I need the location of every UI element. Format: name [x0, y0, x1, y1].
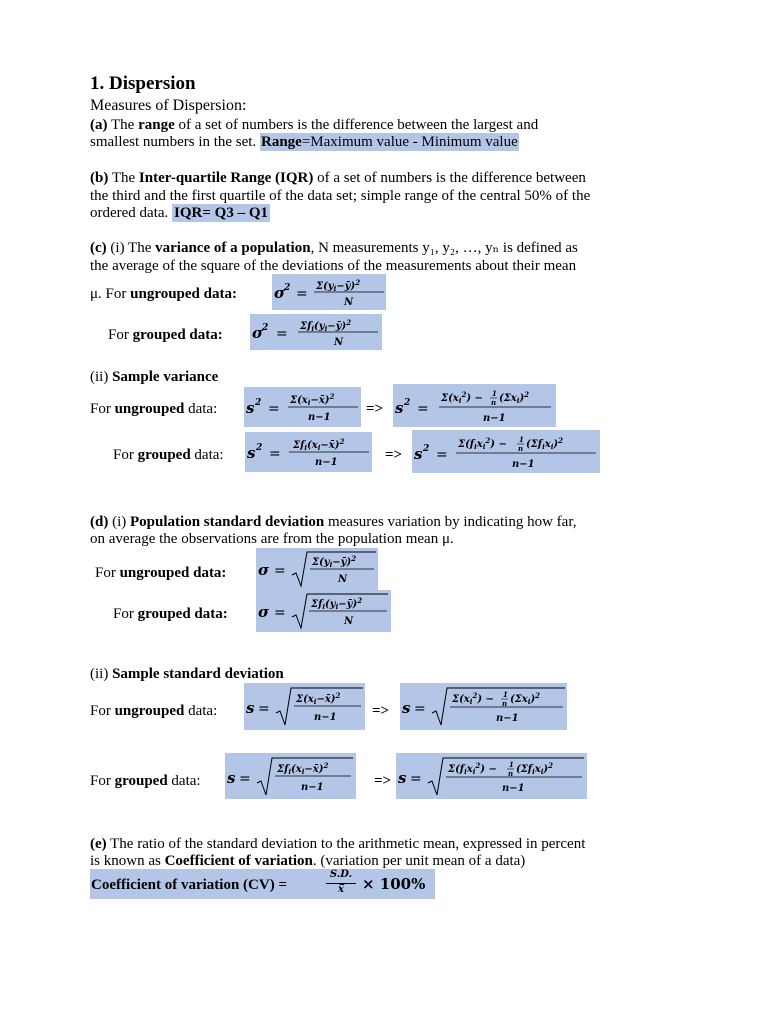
svg-text:σ: σ: [274, 284, 286, 302]
pop-sd-grouped-label: [113, 605, 228, 623]
sample-sd-ungrouped-formula: [244, 683, 365, 730]
svg-text:n−1: n−1: [301, 782, 324, 793]
pop-sd-grp-bold: grouped data:: [137, 606, 228, 622]
svg-text:=: =: [274, 605, 286, 621]
svg-text:N: N: [344, 297, 354, 308]
svg-text:N: N: [338, 574, 348, 585]
svg-text:=: =: [410, 771, 422, 787]
sample-variance-ungrouped-label: [90, 400, 217, 418]
variance-line-1: [90, 239, 578, 257]
cv-text-1: The ratio of the standard deviation to the arithmetic mean, expressed in percent: [106, 836, 586, 852]
s-var-ung-suffix: data:: [184, 401, 218, 417]
pop-var-ung-prefix: μ. For: [90, 286, 131, 302]
svg-text:s: s: [398, 769, 407, 787]
iqr-line-2: the third and the first quartile of the data set; simple range of the central 50% of the: [90, 188, 591, 204]
svg-text:Σ(xi2) −: $\Sigma(x_i^2)$ −: [441, 390, 483, 405]
svg-text:N: N: [344, 616, 354, 627]
range-text-2: of a set of numbers is the difference between the largest and: [174, 117, 539, 133]
svg-text:=: =: [239, 771, 251, 787]
svg-text:=: =: [276, 326, 288, 342]
sample-sd-ungrouped-implies: =>: [372, 703, 390, 719]
svg-text:=: =: [296, 286, 308, 302]
s-var-grp-suffix: data:: [190, 447, 224, 463]
svg-text:Σ(yi−ȳ)2: $\Sigma(y_i-ȳ)^2$: [316, 278, 361, 293]
page-title: 1. Dispersion: [90, 73, 196, 94]
svg-text:σ: σ: [258, 561, 270, 579]
sample-sd-grouped-implies: =>: [374, 773, 392, 789]
svg-text:Σfi(xi−x̄)2: $\Sigma f_i(x_i-x̄)^2$: [277, 761, 329, 776]
cv-term: Coefficient of variation: [164, 853, 313, 869]
pop-var-grp-prefix: For: [108, 327, 133, 343]
svg-text:Σfi(yi−ȳ)2: $\Sigma f_i(y_i-ȳ)^2$: [300, 318, 352, 333]
stddev-line-1: [90, 513, 576, 531]
variance-term: variance of a population: [155, 240, 311, 256]
sample-variance-grouped-alt-formula: [412, 430, 600, 473]
pop-variance-ungrouped-formula: [272, 274, 386, 310]
pop-sd-ung-prefix: For: [95, 565, 120, 581]
svg-text:1: 1: [492, 389, 497, 398]
sample-sd-grouped-label: [90, 772, 201, 790]
range-formula-term: Range: [260, 134, 302, 150]
sample-variance-grouped-formula: [245, 432, 372, 472]
iqr-text-2: of a set of numbers is the difference between: [313, 170, 586, 186]
svg-text:(Σfixi)2: $(\Sigma f_ix_i)^2$: [516, 761, 554, 776]
s-sd-ung-prefix: For: [90, 703, 115, 719]
range-text-3: smallest numbers in the set.: [90, 134, 260, 150]
s-sd-ung-suffix: data:: [184, 703, 218, 719]
svg-text:n: n: [491, 398, 497, 407]
s-sd-ung-bold: ungrouped: [114, 703, 185, 719]
cv-formula-numerator: S.D.: [329, 869, 353, 880]
s-var-grp-prefix: For: [113, 447, 138, 463]
s-sd-grp-prefix: For: [90, 773, 115, 789]
svg-text:Σ(fixi2) −: $\Sigma(f_ix_i^2)$ −: [448, 761, 497, 776]
svg-text:s: s: [402, 699, 411, 717]
svg-text:Σ(xi−x̄)2: $\Sigma(x_i-x̄)^2$: [296, 691, 341, 706]
range-term: range: [138, 117, 175, 133]
cv-formula-denominator: x̅: [338, 884, 344, 895]
sample-sd-heading: [90, 665, 284, 683]
range-label: (a): [90, 117, 108, 133]
range-text-1: The: [107, 117, 139, 133]
svg-text:(Σxi)2: $(\Sigma x_i)^2$: [510, 691, 541, 706]
cv-line-2: [90, 852, 525, 870]
sample-var-bold: Sample variance: [112, 369, 219, 385]
sample-sd-grouped-alt-formula: [396, 753, 587, 799]
stddev-text-1: (i): [108, 514, 131, 530]
svg-text:n: n: [502, 699, 508, 708]
cv-line-1: [90, 835, 585, 853]
section-subheading: Measures of Dispersion:: [90, 97, 247, 114]
svg-text:n−1: n−1: [496, 713, 519, 724]
svg-text:σ: σ: [252, 324, 264, 342]
svg-text:n: n: [508, 769, 514, 778]
svg-text:2: 2: [262, 323, 269, 333]
cv-formula-multiplier: × 100%: [362, 875, 426, 893]
stddev-label: (d): [90, 514, 109, 530]
pop-variance-grouped-label: [108, 326, 223, 344]
svg-text:s: s: [395, 399, 404, 417]
pop-sd-ung-bold: ungrouped data:: [119, 565, 227, 581]
svg-text:Σfi(yi−ȳ)2: $\Sigma f_i(y_i-ȳ)^2$: [311, 596, 363, 611]
svg-text:s: s: [414, 445, 423, 463]
sample-sd-grouped-formula: [225, 753, 356, 799]
svg-text:N: N: [334, 337, 344, 348]
cv-text-2: is known as: [90, 853, 165, 869]
sample-var-prefix: (ii): [90, 369, 113, 385]
iqr-text-1: The: [108, 170, 139, 186]
svg-text:2: 2: [255, 398, 262, 408]
variance-label: (c): [90, 240, 107, 256]
sample-sd-ungrouped-label: [90, 702, 217, 720]
iqr-term: Inter-quartile Range (IQR): [138, 170, 314, 186]
pop-sd-ungrouped-formula: [256, 548, 378, 590]
stddev-term: Population standard deviation: [130, 514, 325, 530]
svg-text:1: 1: [509, 760, 514, 769]
range-line-2: [90, 133, 519, 151]
sample-variance-ungrouped-implies: =>: [366, 401, 384, 417]
svg-text:(Σfixi)2: $(\Sigma f_ix_i)^2$: [526, 436, 564, 451]
iqr-label: (b): [90, 170, 109, 186]
svg-text:n−1: n−1: [502, 783, 525, 794]
svg-text:(Σxi)2: $(\Sigma x_i)^2$: [499, 390, 530, 405]
svg-text:2: 2: [423, 444, 430, 454]
sample-variance-ungrouped-alt-formula: [393, 384, 556, 427]
pop-variance-ungrouped-label: [90, 285, 237, 303]
svg-text:2: 2: [404, 398, 411, 408]
variance-text-2: , N measurements y₁, y₂, …, yₙ is defined as: [310, 240, 578, 256]
stddev-text-2: measures variation by indicating how far,: [324, 514, 577, 530]
pop-sd-grp-prefix: For: [113, 606, 138, 622]
cv-text-3: . (variation per unit mean of a data): [312, 853, 526, 869]
variance-text-1: (i) The: [106, 240, 156, 256]
svg-text:=: =: [268, 401, 280, 417]
svg-text:s: s: [247, 444, 256, 462]
svg-text:=: =: [258, 701, 270, 717]
iqr-line-1: [90, 169, 586, 187]
pop-sd-grouped-formula: [256, 590, 391, 632]
svg-text:2: 2: [256, 443, 263, 453]
sample-variance-ungrouped-formula: [244, 387, 361, 427]
svg-text:s: s: [246, 699, 255, 717]
stddev-line-2: on average the observations are from the population mean μ.: [90, 531, 454, 547]
cv-formula-label: Coefficient of variation (CV) =: [91, 877, 287, 893]
svg-text:Σ(xi2) −: $\Sigma(x_i^2)$ −: [452, 691, 494, 706]
svg-text:n−1: n−1: [315, 457, 338, 468]
s-var-ung-bold: ungrouped: [114, 401, 185, 417]
svg-text:σ: σ: [258, 603, 270, 621]
sample-sd-bold: Sample standard deviation: [112, 666, 284, 682]
iqr-line-3: [90, 204, 270, 222]
pop-var-ung-bold: ungrouped data:: [130, 286, 237, 302]
variance-line-2: the average of the square of the deviations of the measurements about their mean: [90, 258, 577, 274]
svg-text:Σ(fixi2) −: $\Sigma(f_ix_i^2)$ −: [458, 436, 507, 451]
s-var-grp-bold: grouped: [137, 447, 191, 463]
pop-variance-grouped-formula: [250, 314, 382, 350]
svg-text:=: =: [274, 563, 286, 579]
svg-text:n−1: n−1: [483, 413, 506, 424]
svg-text:1: 1: [519, 435, 524, 444]
cv-formula-highlight: [90, 869, 435, 899]
svg-text:=: =: [436, 447, 448, 463]
svg-text:n−1: n−1: [308, 412, 331, 423]
svg-text:Σ(xi−x̄)2: $\Sigma(x_i-x̄)^2$: [290, 392, 335, 407]
iqr-text-3: ordered data.: [90, 205, 173, 221]
s-sd-grp-bold: grouped: [114, 773, 168, 789]
pop-var-grp-bold: grouped data:: [132, 327, 223, 343]
iqr-formula-highlight: IQR= Q3 – Q1: [174, 205, 269, 221]
range-formula-text: =Maximum value - Minimum value: [301, 134, 518, 150]
range-formula-highlight: [260, 133, 519, 151]
svg-text:s: s: [246, 399, 255, 417]
svg-text:=: =: [414, 701, 426, 717]
svg-text:n−1: n−1: [314, 712, 337, 723]
svg-text:s: s: [227, 769, 236, 787]
s-sd-grp-suffix: data:: [167, 773, 201, 789]
svg-text:2: 2: [284, 283, 291, 293]
sample-variance-grouped-label: [113, 446, 224, 464]
cv-label: (e): [90, 836, 107, 852]
svg-text:1: 1: [503, 690, 508, 699]
sample-sd-ungrouped-alt-formula: [400, 683, 567, 730]
svg-text:=: =: [269, 446, 281, 462]
sample-variance-grouped-implies: =>: [385, 447, 403, 463]
svg-text:n−1: n−1: [512, 459, 535, 470]
svg-text:n: n: [518, 444, 524, 453]
sample-sd-prefix: (ii): [90, 666, 113, 682]
pop-sd-ungrouped-label: [95, 564, 226, 582]
svg-text:=: =: [417, 401, 429, 417]
svg-text:Σ(yi−ȳ)2: $\Sigma(y_i-ȳ)^2$: [312, 554, 357, 569]
svg-text:Σfi(xi−x̄)2: $\Sigma f_i(x_i-x̄)^2$: [293, 437, 345, 452]
range-line-1: [90, 116, 538, 134]
sample-variance-heading: [90, 368, 218, 386]
s-var-ung-prefix: For: [90, 401, 115, 417]
